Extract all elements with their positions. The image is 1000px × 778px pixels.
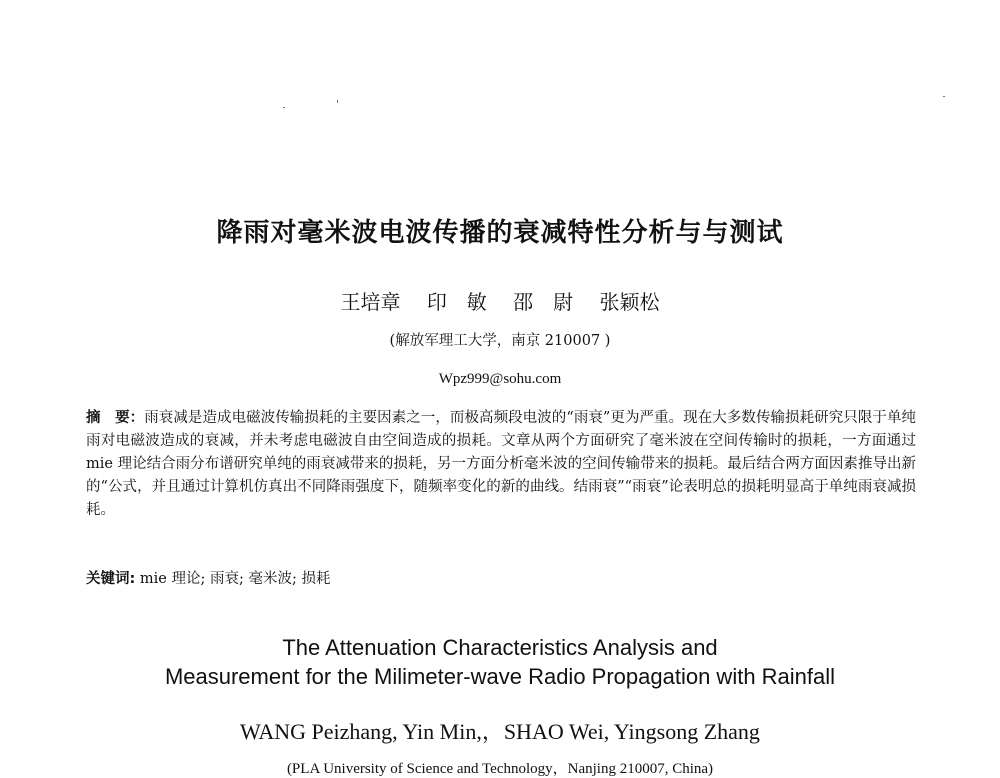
affiliation-cn: (解放军理工大学，南京 210007 ): [389, 333, 611, 349]
author-email: Wpz999@sohu.com: [438, 371, 562, 387]
keywords-label: 关键词:: [86, 571, 136, 587]
author-name: 张颖松: [599, 290, 660, 314]
author-name: 王培章: [340, 290, 401, 314]
abstract-paragraph: [86, 406, 916, 522]
affiliation-en: (PLA University of Science and Technology，Nanjing 210007, China): [286, 761, 714, 777]
paper-title-cn: 降雨对毫米波电波传播的衰减特性分析与与测试: [216, 218, 784, 248]
scan-speck: [943, 96, 945, 97]
abstract-text: 雨衰减是造成电磁波传输损耗的主要因素之一，而极高频段电波的“雨衰”更为严重。现在大多数传输损耗研究只限于单纯雨对电磁波造成的衰减，并未考虑电磁波自由空间造成的损耗。文章从两个方面研究了毫米波在空间传输时的损耗，一方面通过 mie 理论结合雨分布谱研究单纯的雨衰减带来的损耗，另一方面分析毫米波的空间传输带来的损耗。最后结合两方面因素推导出新的“公式，并且通过计算机仿真出不同降雨强度下，随频率变化的新的曲线。结雨衰”“雨衰”论表明总的损耗明显高于单纯雨衰减损耗。: [86, 410, 917, 518]
keywords-text: mie 理论; 雨衰; 毫米波; 损耗: [139, 571, 331, 587]
paper-title-en: [0, 633, 1000, 691]
keywords-line: [86, 568, 916, 591]
title-en-line-2: Measurement for the Milimeter-wave Radio Propagation with Rainfall: [164, 664, 836, 689]
author-name: 印 敏: [426, 290, 487, 314]
author-name: 邵 尉: [513, 290, 574, 314]
scan-speck: [337, 100, 338, 103]
abstract-label: 摘 要：: [86, 409, 145, 426]
title-en-line-1: The Attenuation Characteristics Analysis and: [282, 635, 718, 660]
scan-speck: [283, 107, 285, 108]
author-list-en: WANG Peizhang, Yin Min,，SHAO Wei, Yingsong Zhang: [240, 719, 760, 744]
author-list-cn: [0, 286, 1000, 315]
